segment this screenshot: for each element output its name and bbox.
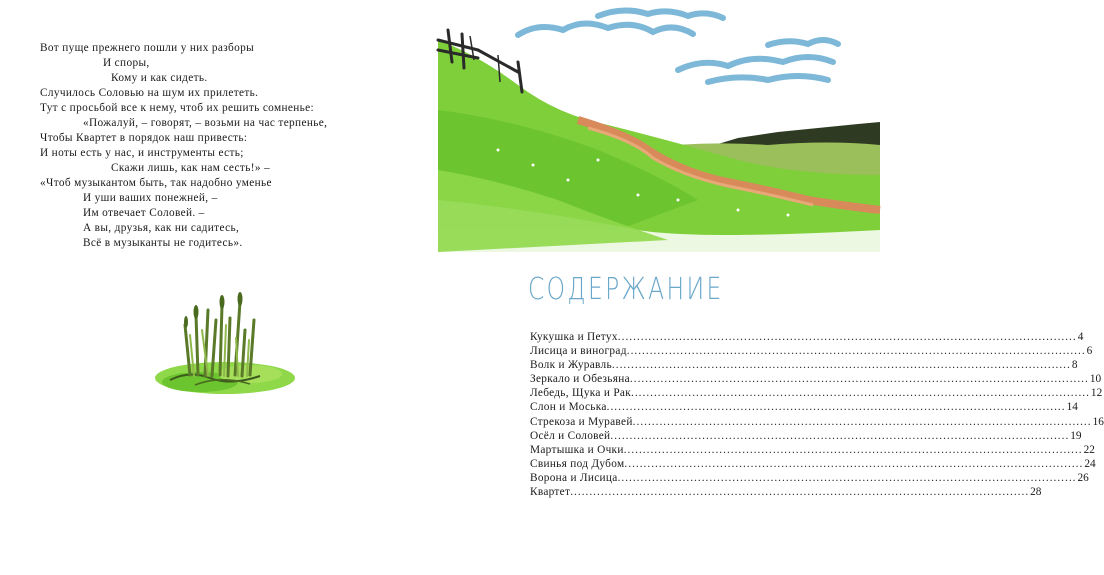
toc-entry-page: 6 xyxy=(1086,345,1093,358)
poem-line: «Пожалуй, – говорят, – возьми на час терпенье, xyxy=(83,117,328,129)
toc-entry-line xyxy=(530,330,1084,344)
toc-entry-page: 10 xyxy=(1089,373,1102,386)
toc-entry-title: Квартет xyxy=(530,486,571,499)
poem-line: И ноты есть у нас, и инструменты есть; xyxy=(40,147,244,159)
toc-leader-dots: ........................................................................................................................ xyxy=(623,443,1083,456)
toc-entry-line xyxy=(530,429,1082,443)
poem-line: Вот пуще прежнего пошли у них разборы xyxy=(40,42,255,54)
toc-entry-title: Осёл и Соловей xyxy=(530,429,611,442)
toc-leader-dots: ........................................................................................................................ xyxy=(624,457,1084,470)
toc-entry-page: 26 xyxy=(1077,471,1089,484)
toc-leader-dots: ........................................................................................................................ xyxy=(629,373,1089,386)
toc-entry-title: Свинья под Дубом xyxy=(530,457,625,470)
poem-line: «Чтоб музыкантом быть, так надобно уменье xyxy=(40,177,272,189)
toc-entry-title: Мартышка и Очки xyxy=(530,443,624,456)
toc-entry-page: 24 xyxy=(1084,457,1096,470)
toc-entry xyxy=(530,400,1078,414)
toc-leader-dots: ........................................................................................................................ xyxy=(626,345,1086,358)
toc-entry-line xyxy=(530,415,1104,429)
toc-leader-dots: ........................................................................................................................ xyxy=(632,415,1092,428)
toc-entry xyxy=(530,429,1082,443)
toc-entry xyxy=(530,386,1103,400)
toc-entry-line xyxy=(530,344,1093,358)
clouds xyxy=(518,10,838,82)
toc-entry xyxy=(530,471,1089,485)
toc-entry xyxy=(530,485,1042,499)
toc-entry-page: 12 xyxy=(1090,387,1103,400)
poem-line: И уши ваших понежней, – xyxy=(83,192,218,204)
toc-leader-dots: ........................................................................................................................ xyxy=(570,486,1030,499)
toc-entry xyxy=(530,415,1104,429)
poem-line: Кому и как сидеть. xyxy=(111,72,208,84)
toc-entry-page: 8 xyxy=(1071,359,1078,372)
toc-entry-line xyxy=(530,358,1078,372)
toc-entry-page: 28 xyxy=(1030,486,1042,499)
toc-entry-line xyxy=(530,471,1089,485)
toc-leader-dots: ........................................................................................................................ xyxy=(631,387,1090,400)
poem-line: Всё в музыканты не годитесь». xyxy=(83,237,243,249)
poem-line: А вы, друзья, как ни садитесь, xyxy=(83,222,240,234)
toc-entry-line xyxy=(530,457,1096,471)
toc-entry-page: 19 xyxy=(1070,429,1082,442)
toc-leader-dots: ........................................................................................................................ xyxy=(611,359,1071,372)
toc-entry xyxy=(530,457,1096,471)
landscape-illustration xyxy=(438,0,880,252)
toc-entry-page: 22 xyxy=(1083,443,1095,456)
poem-line: Скажи лишь, как нам сесть!» – xyxy=(111,162,270,174)
toc-entry-page: 14 xyxy=(1066,401,1078,414)
toc-entry-page: 16 xyxy=(1092,415,1104,428)
poem-line: И споры, xyxy=(103,57,150,69)
toc-entry-title: Ворона и Лисица xyxy=(530,471,618,484)
toc-entry-title: Лисица и виноград xyxy=(530,345,627,358)
toc-entry-line xyxy=(530,485,1042,499)
toc-entry-title: Кукушка и Петух xyxy=(530,331,618,343)
toc-leader-dots: ........................................................................................................................ xyxy=(610,429,1070,442)
toc-entry-line xyxy=(530,443,1095,457)
toc-title: СОДЕРЖАНИЕ xyxy=(528,272,724,307)
toc-entry-title: Слон и Моська xyxy=(530,401,607,414)
toc-leader-dots: ........................................................................................................................ xyxy=(617,471,1077,484)
toc-entry-title: Зеркало и Обезьяна xyxy=(530,373,630,386)
poem-line: Им отвечает Соловей. – xyxy=(83,207,205,219)
toc-entry-line xyxy=(530,372,1102,386)
grass-tuft-illustration xyxy=(150,290,300,400)
toc-leader-dots: ........................................................................................................................ xyxy=(617,331,1077,343)
toc-entry-title: Лебедь, Щука и Рак xyxy=(530,387,632,400)
toc-entry-title: Волк и Журавль xyxy=(530,359,612,372)
toc-entry-title: Стрекоза и Муравей xyxy=(530,415,633,428)
toc-entry xyxy=(530,372,1102,386)
poem-line: Тут с просьбой все к нему, чтоб их решить сомненье: xyxy=(40,102,314,114)
poem-line: Случилось Соловью на шум их прилететь. xyxy=(40,87,259,99)
toc-entry xyxy=(530,330,1084,344)
toc-entry-line xyxy=(530,400,1078,414)
toc-entry-page: 4 xyxy=(1077,331,1084,343)
toc-leader-dots: ........................................................................................................................ xyxy=(606,401,1066,414)
toc-entry xyxy=(530,443,1095,457)
table-of-contents xyxy=(530,330,1104,499)
toc-entry xyxy=(530,344,1093,358)
poem-line: Чтобы Квартет в порядок наш привесть: xyxy=(40,132,248,144)
toc-entry xyxy=(530,358,1078,372)
toc-entry-line xyxy=(530,386,1103,400)
